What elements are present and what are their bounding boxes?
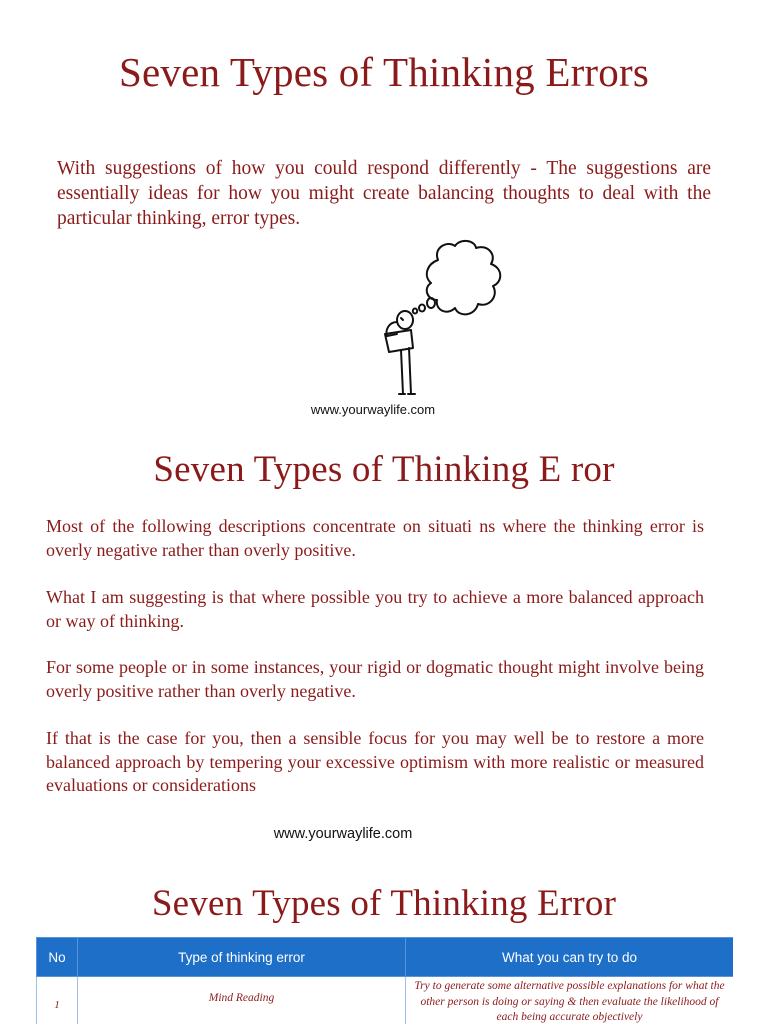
- paragraph: Most of the following descriptions concentrate on situati ns where the thinking error is overly negative rather than overly positive.: [46, 516, 704, 560]
- suggestion: Try to generate some alternative possible explanations for what the other person is doing or saying & then evaluate the likelihood of each being accurate objectively: [406, 977, 734, 1024]
- column-header-todo: What you can try to do: [406, 938, 734, 977]
- paragraph: What I am suggesting is that where possible you try to achieve a more balanced approach or way of thinking.: [46, 587, 704, 631]
- section-title: Seven Types of Thinking E ror: [153, 449, 615, 490]
- page-title: Seven Types of Thinking Errors: [119, 49, 649, 95]
- column-header-no: No: [37, 938, 78, 977]
- thinking-figure-icon: [375, 238, 510, 398]
- paragraph: If that is the case for you, then a sensible focus for you may well be to restore a more balanced approach by tempering your excessive optimism with more realistic or measured evaluations or considerations: [46, 728, 704, 795]
- column-header-type: Type of thinking error: [78, 938, 406, 977]
- thinking-errors-table: [36, 937, 733, 1024]
- table-header-row: [37, 938, 734, 977]
- row-number: 1: [37, 977, 78, 1024]
- website-link[interactable]: www.yourwaylife.com: [310, 402, 436, 417]
- intro-text: With suggestions of how you could respond differently - The suggestions are essentially ideas for how you might create balancing thoughts to deal with the particular thinking, error types.: [57, 158, 711, 229]
- table-section-title: Seven Types of Thinking Error: [151, 883, 617, 924]
- table-row: [37, 977, 734, 1024]
- error-type: Mind Reading: [78, 977, 406, 1024]
- website-link[interactable]: www.yourwaylife.com: [273, 826, 413, 842]
- paragraph: For some people or in some instances, your rigid or dogmatic thought might involve being overly positive rather than overly negative.: [46, 657, 704, 701]
